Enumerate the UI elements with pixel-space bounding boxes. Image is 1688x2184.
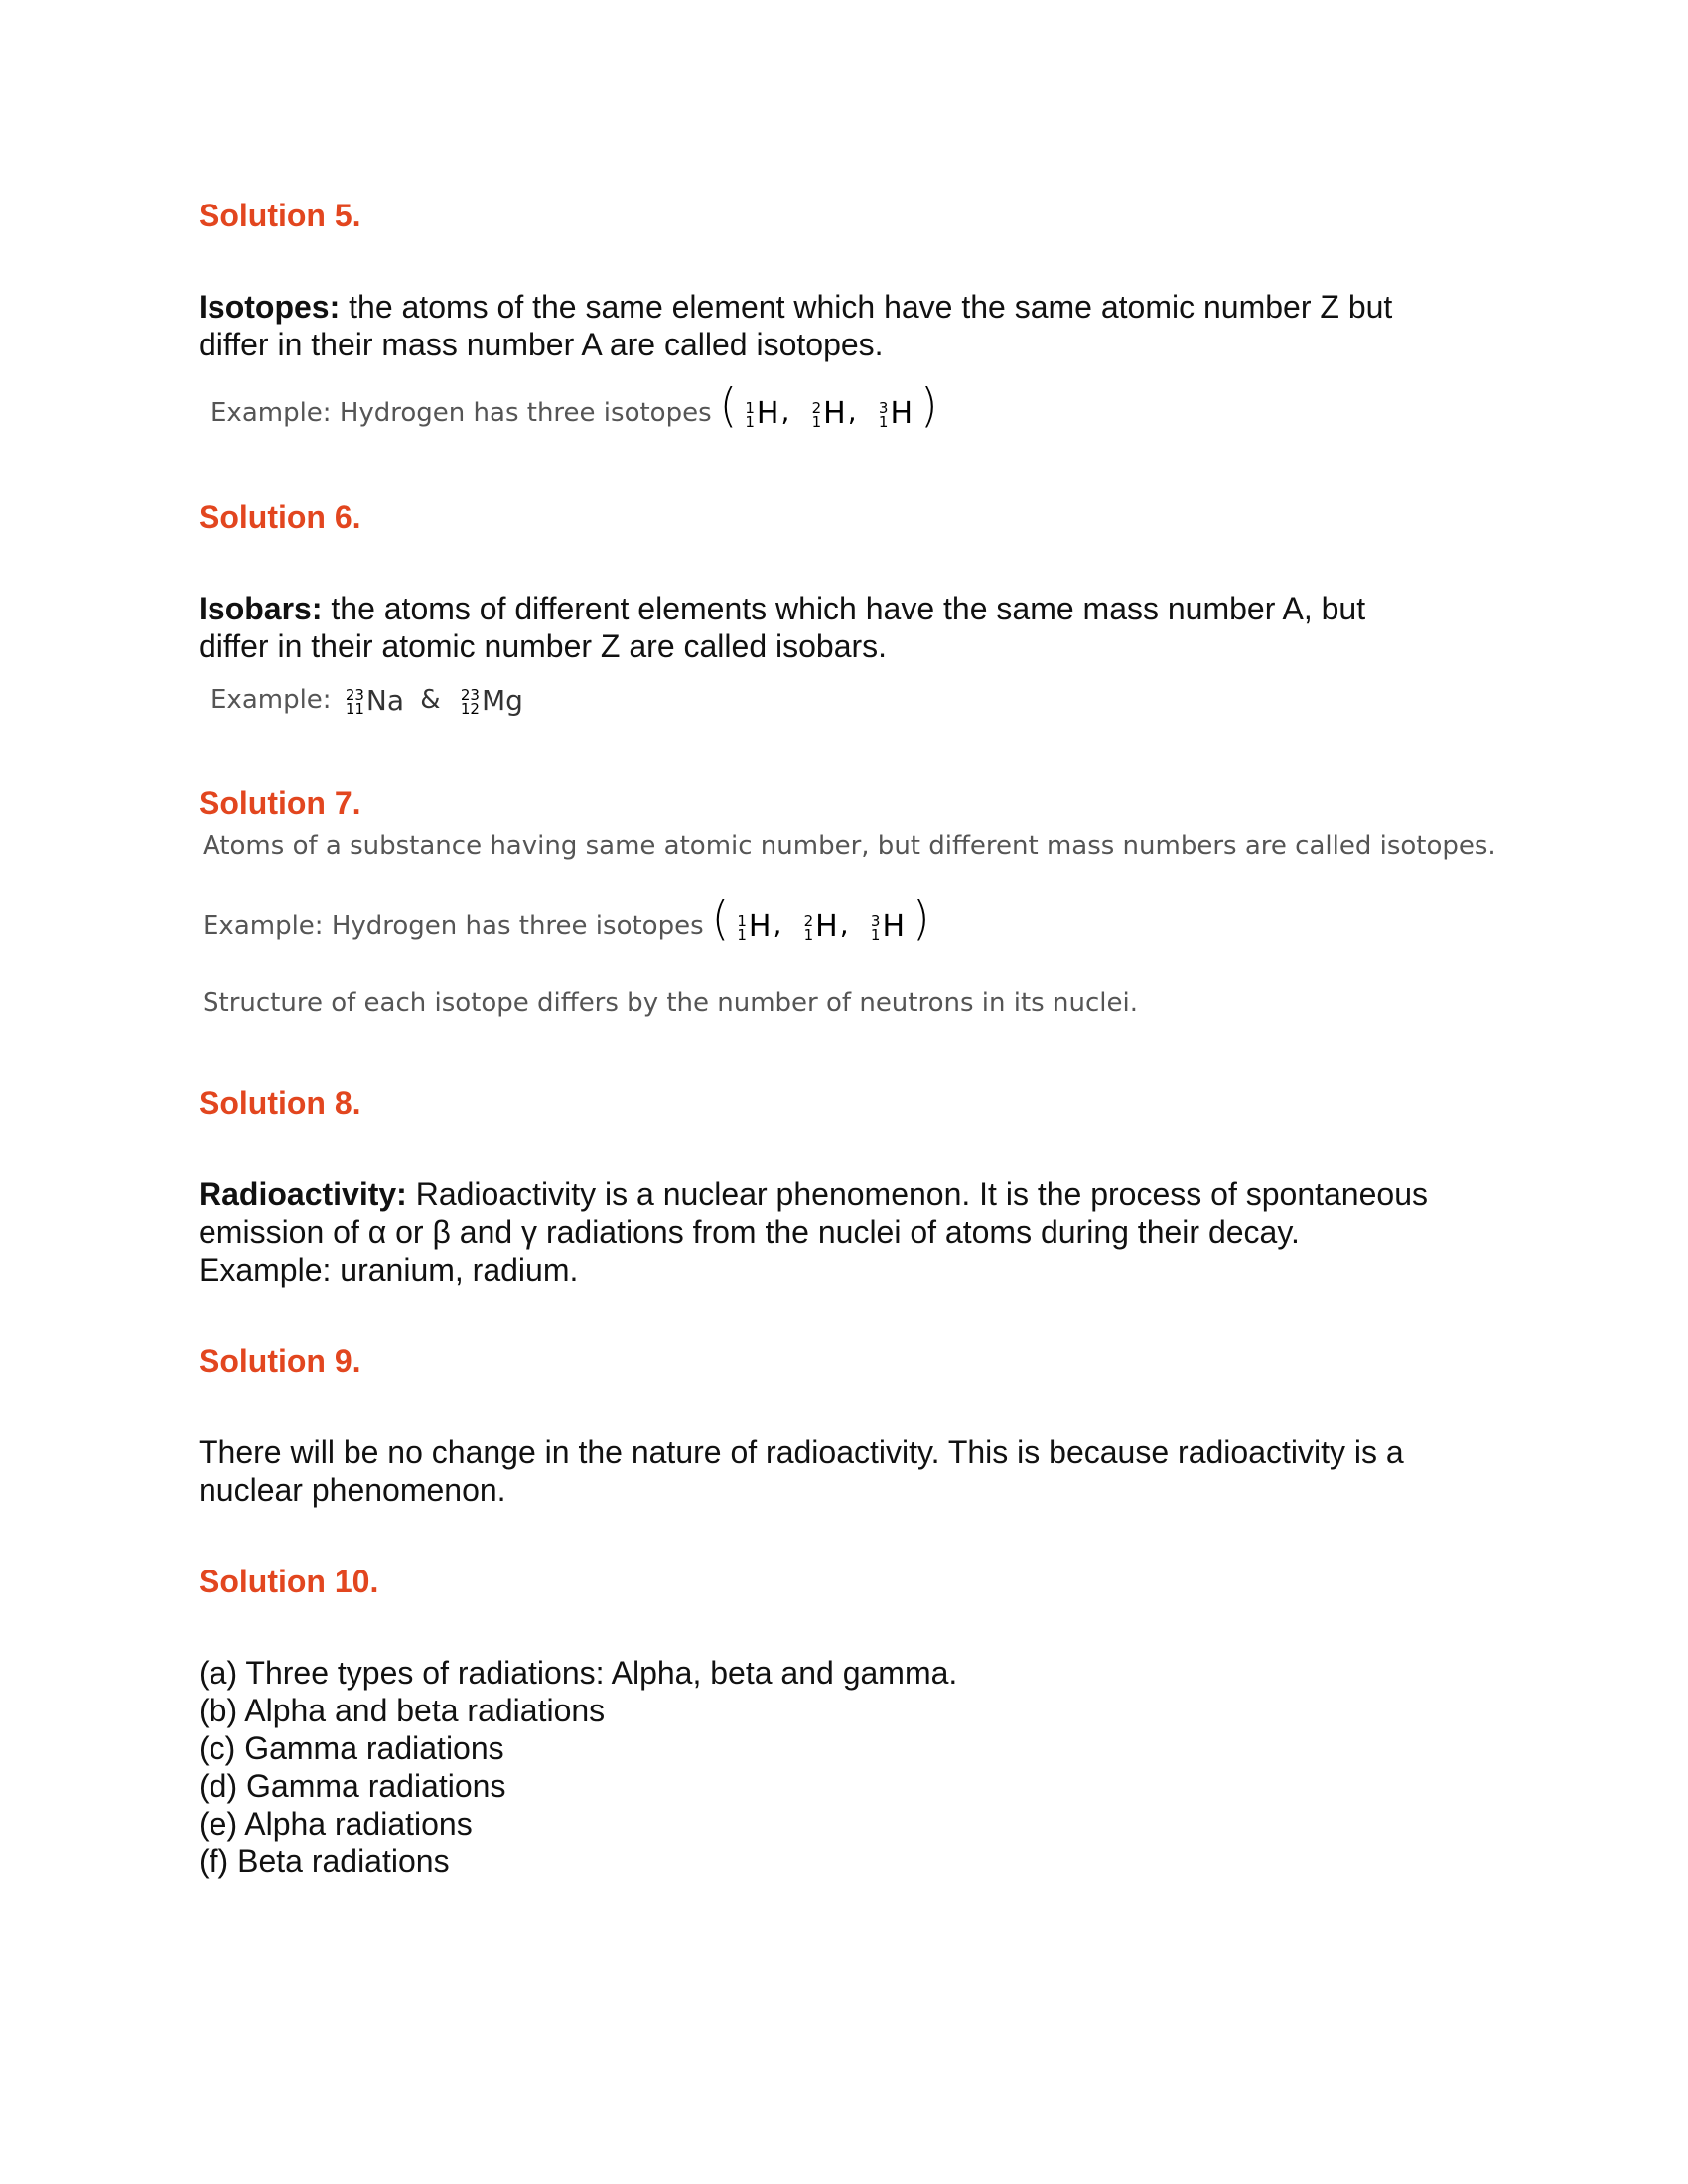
isobar-mg: 23 12 Mg [460, 683, 523, 718]
term-isotopes: Isotopes: [199, 289, 341, 325]
solution-10-heading: Solution 10. [199, 1564, 379, 1599]
solution-9-heading: Solution 9. [199, 1343, 361, 1379]
list-item: (c) Gamma radiations [199, 1730, 504, 1766]
solution-6-text: Isobars: the atoms of different elements which have the same mass number A, but differ in their atomic number Z are called isobars. [199, 591, 1366, 664]
open-paren: ( [711, 892, 730, 947]
solution-5-heading: Solution 5. [199, 198, 361, 233]
isotope-h1: 1 1 H [745, 395, 779, 431]
term-radioactivity: Radioactivity: [199, 1176, 407, 1212]
close-paren: ) [920, 379, 938, 434]
isotope-h2: 2 1 H [811, 395, 846, 431]
solution-7-example: Example: Hydrogen has three isotopes ( 1 1 H , 2 1 H , 3 1 H ) [203, 892, 930, 947]
list-item: (a) Three types of radiations: Alpha, beta and gamma. [199, 1655, 958, 1691]
isotope-h2: 2 1 H [803, 908, 838, 944]
open-paren: ( [719, 379, 738, 434]
solution-5-text: Isotopes: the atoms of the same element which have the same atomic number Z but differ in their mass number A are called isotopes. [199, 289, 1393, 362]
solution-5-example: Example: Hydrogen has three isotopes ( 1 1 H , 2 1 H , 3 1 H ) [211, 379, 938, 434]
solution-7-definition: Atoms of a substance having same atomic number, but different mass numbers are called isotopes. [203, 831, 1496, 861]
isotope-h3: 3 1 H [870, 908, 906, 944]
list-item: (b) Alpha and beta radiations [199, 1693, 606, 1728]
isobar-na: 23 11 Na [345, 683, 405, 718]
solution-6-heading: Solution 6. [199, 499, 361, 535]
list-item: (d) Gamma radiations [199, 1768, 506, 1804]
isotope-h1: 1 1 H [737, 908, 772, 944]
list-item: (f) Beta radiations [199, 1843, 450, 1879]
isotope-h3: 3 1 H [878, 395, 914, 431]
solution-8-heading: Solution 8. [199, 1085, 361, 1121]
solution-6-example: Example: 23 11 Na & 23 12 Mg [211, 680, 523, 721]
list-item: (e) Alpha radiations [199, 1806, 473, 1842]
solution-7-heading: Solution 7. [199, 785, 361, 821]
solution-8-text: Radioactivity: Radioactivity is a nuclear phenomenon. It is the process of spontaneous emission of α or β and γ radiations from the nuclei of atoms during their decay. Example: uranium, radium. [199, 1176, 1428, 1288]
close-paren: ) [913, 892, 930, 947]
solution-9-text: There will be no change in the nature of radioactivity. This is because radioactivity is a nuclear phenomenon. [199, 1434, 1404, 1508]
solution-7-structure: Structure of each isotope differs by the number of neutrons in its nuclei. [203, 988, 1138, 1018]
term-isobars: Isobars: [199, 591, 323, 626]
solution-10-list [199, 1654, 1509, 1880]
